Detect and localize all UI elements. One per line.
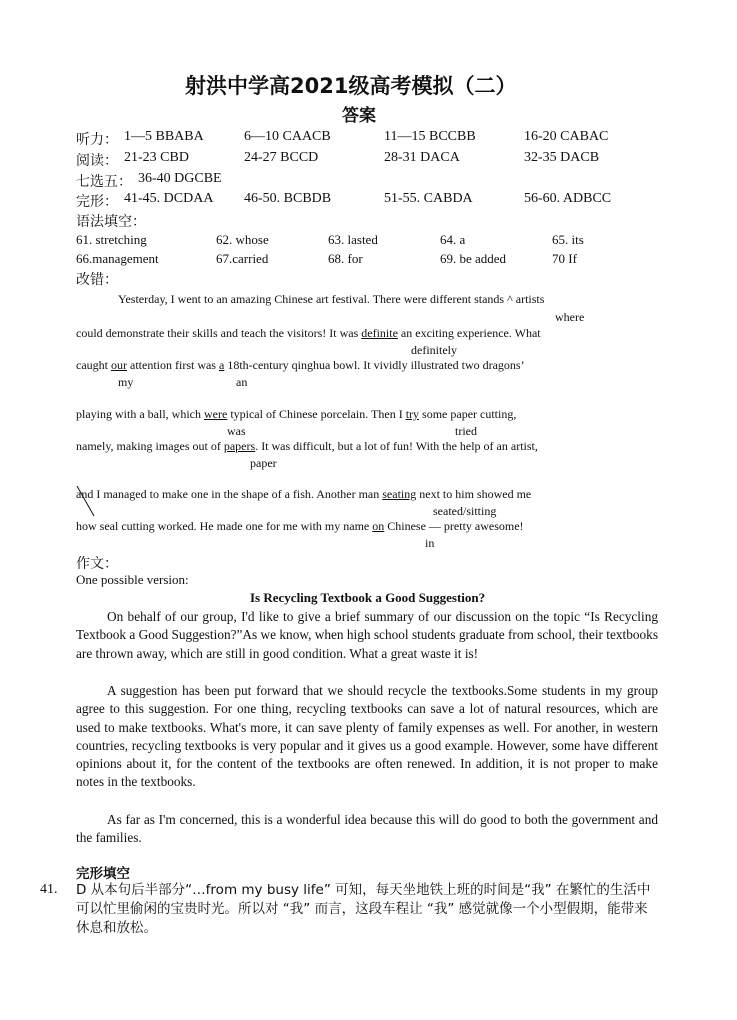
correction-line-6: and I managed to make one in the shape of a fish. Another man seating next to him showed me: [76, 487, 532, 501]
page-subtitle: 答案: [342, 106, 376, 126]
cloze-group-3: 51-55. CABDA: [384, 191, 473, 206]
correction-line-7: how seal cutting worked. He made one for me with my name on Chinese — pretty awesome!: [76, 519, 524, 533]
grammar-answer: 63. lasted: [328, 232, 378, 247]
grammar-answer: 62. whose: [216, 232, 269, 247]
grammar-answer: 67.carried: [216, 251, 269, 266]
seven-five-label: 七选五：: [76, 175, 132, 190]
essay-paragraph-1: On behalf of our group, I'd like to give a brief summary of our discussion on the topic “Is Recycling Textbook a Good Suggestion?”As we know, when high school students graduate from school, their textbooks are thrown away, which are still in good condition. What a great waste it is!: [76, 609, 658, 661]
correction-fix: paper: [250, 456, 277, 470]
reading-group-1: 21-23 CBD: [124, 150, 189, 165]
listening-group-1: 1—5 BBABA: [124, 129, 204, 144]
reading-group-4: 32-35 DACB: [524, 150, 600, 165]
listening-group-4: 16-20 CABAC: [524, 129, 609, 144]
grammar-answer: 61. stretching: [76, 232, 147, 247]
reading-group-2: 24-27 BCCD: [244, 150, 319, 165]
correction-fix: my: [118, 375, 134, 389]
reading-group-3: 28-31 DACA: [384, 150, 460, 165]
page-title: 射洪中学高2021级高考模拟（二）: [185, 74, 517, 98]
listening-group-3: 11—15 BCCBB: [384, 129, 476, 144]
essay-version: One possible version:: [76, 572, 189, 587]
cloze-group-4: 56-60. ADBCC: [524, 191, 612, 206]
explain-number: 41.: [40, 882, 58, 897]
grammar-answer: 66.management: [76, 251, 159, 266]
grammar-answer: 64. a: [440, 232, 466, 247]
listening-group-2: 6—10 CAACB: [244, 129, 331, 144]
correction-fix: where: [555, 310, 585, 324]
essay-paragraph-3: As far as I'm concerned, this is a wonderful idea because this will do good to both the government and the families.: [76, 812, 658, 846]
cloze-group-1: 41-45. DCDAA: [124, 191, 214, 206]
seven-five-group-1: 36-40 DGCBE: [138, 171, 222, 186]
correction-fix: an: [236, 375, 248, 389]
listening-label: 听力：: [76, 133, 118, 148]
correction-fix: seated/sitting: [433, 504, 497, 518]
cloze-group-2: 46-50. BCBDB: [244, 191, 332, 206]
essay-label: 作文：: [76, 557, 118, 572]
correction-fix: definitely: [411, 343, 457, 357]
correction-line-5: namely, making images out of papers. It was difficult, but a lot of fun! With the help of an artist,: [76, 439, 538, 453]
correction-line-4: playing with a ball, which were typical of Chinese porcelain. Then I try some paper cutting,: [76, 407, 517, 421]
correction-fix: was: [227, 424, 246, 438]
correction-line-2: could demonstrate their skills and teach the visitors! It was definite an exciting experience. What: [76, 326, 541, 340]
cloze-label: 完形：: [76, 195, 118, 210]
grammar-answer: 65. its: [552, 232, 584, 247]
caret-mark: ^: [504, 292, 516, 306]
correction-label: 改错：: [76, 273, 118, 288]
correction-fix: tried: [455, 424, 477, 438]
grammar-answer: 68. for: [328, 251, 363, 266]
correction-fix: in: [425, 536, 435, 550]
correction-line-3: caught our attention first was a 18th-century qinghua bowl. It vividly illustrated two dragons’: [76, 358, 525, 372]
grammar-answer: 69. be added: [440, 251, 507, 266]
reading-label: 阅读：: [76, 154, 118, 169]
essay-paragraph-2: A suggestion has been put forward that we should recycle the textbooks.Some students in my group agree to this suggestion. For one thing, recycling textbooks can save a lot of natural resources, which are used to make textbooks. What's more, it can save plenty of family expenses as well. For another, in western countries, recycling textbooks is very popular and it gives us a good example. However, some have different opinions about it, for the content of the textbooks are often renewed. In addition, it is not proper to make notes in the textbooks.: [76, 683, 658, 790]
explain-text: D 从本句后半部分“…from my busy life” 可知，每天坐地铁上班的时间是“我” 在繁忙的生活中可以忙里偷闲的宝贵时光。所以对 “我” 而言，这段车程让 “我” 感觉就像一个小型假期，能带来休息和放松。: [76, 882, 651, 936]
grammar-answer: 70 If: [552, 251, 577, 266]
explain-heading: 完形填空: [76, 866, 130, 882]
correction-line-1: Yesterday, I went to an amazing Chinese art festival. There were different stands ^ artists: [118, 292, 545, 306]
grammar-label: 语法填空：: [76, 215, 146, 230]
essay-title: Is Recycling Textbook a Good Suggestion?: [250, 590, 486, 605]
